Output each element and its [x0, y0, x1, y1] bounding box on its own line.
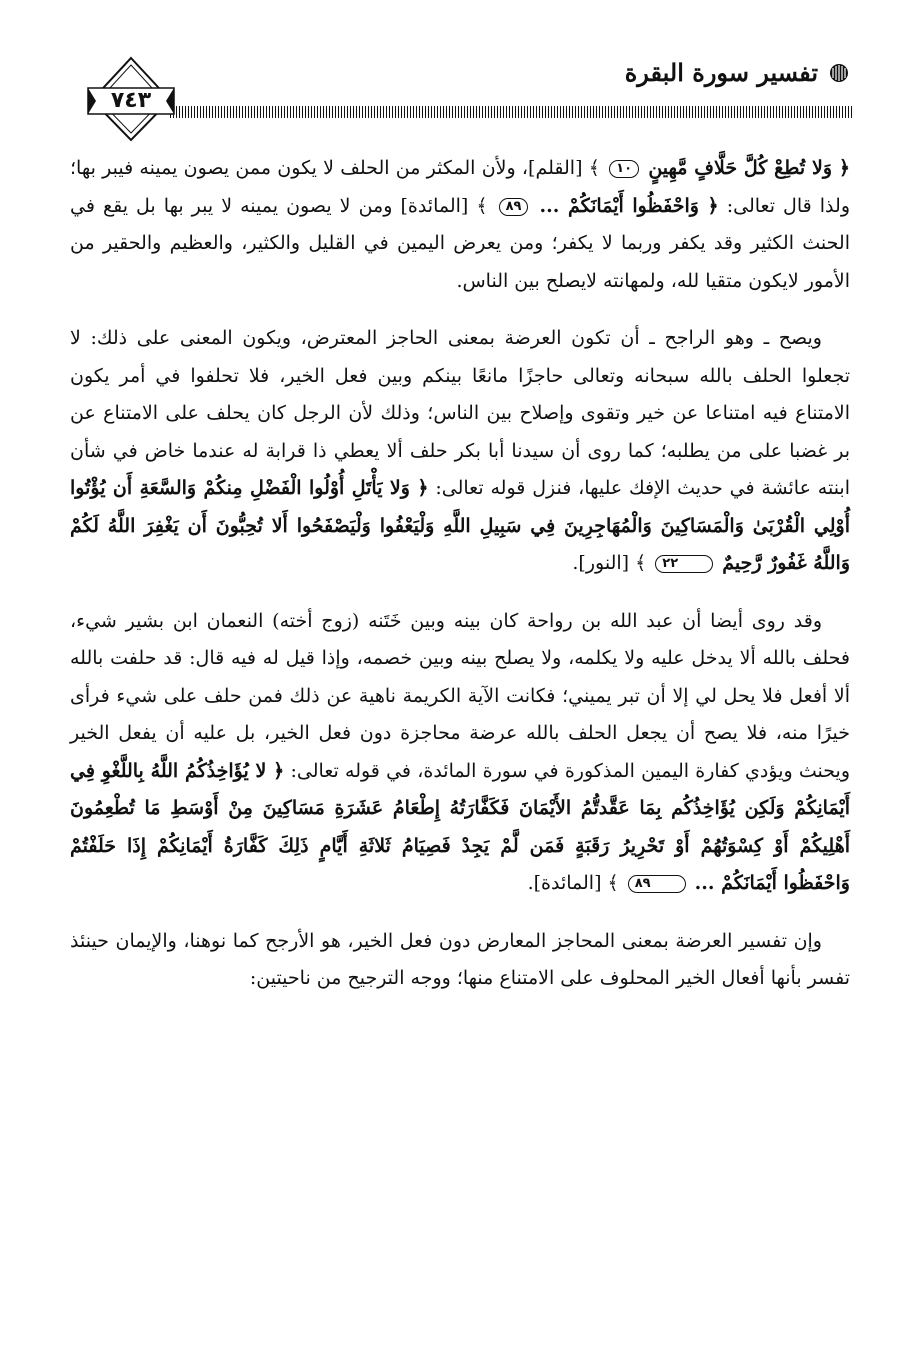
paragraph-text: ﴾ [القلم]، ولأن المكثر من الحلف لا يكون ممن يصون يمينه فيبر بها؛ ولذا قال تعالى: — [70, 157, 850, 217]
quran-verse: ﴿ وَلا تُطِعْ كُلَّ حَلَّافٍ مَّهِينٍ — [648, 157, 850, 179]
paragraph-text: ويصح ـ وهو الراجح ـ أن تكون العرضة بمعنى الحاجز المعترض، ويكون المعنى على ذلك: لا تجعلوا الحلف بالله سبحانه وتعالى حاجزًا مانعًا بينكم وبين فعل الخير، فلا تحلفوا في أمر يكون الامتناع فيه امتناعا عن خير وتقوى وإصلاح بين الناس؛ وذلك لأن الرجل كان يحلف على الامتناع عن بر غضبا على من يطلبه؛ كما روى أن سيدنا أبا بكر حلف ألا يعطي ذا قرابة له عندما خاض في شأن ابنته عائشة في حديث الإفك عليها، فنزل قوله تعالى: — [70, 327, 851, 499]
verse-number: ٨٩ — [628, 875, 686, 893]
paragraph-text: ﴾ [النور]. — [572, 552, 647, 574]
quran-verse: ﴿ وَلا يَأْتَلِ أُوْلُوا الْفَضْلِ مِنكُمْ وَالسَّعَةِ أَن يُؤْتُوا أُوْلِي الْقُرْبَىٰ وَالْمَسَاكِينَ وَالْمُهَاجِرِينَ فِي سَبِيلِ اللَّهِ وَلْيَعْفُوا وَلْيَصْفَحُوا أَلا تُحِبُّونَ أَن يَغْفِرَ اللَّهُ لَكُمْ وَاللَّهُ غَفُورٌ رَّحِيمٌ — [70, 477, 850, 574]
page-title: تفسير سورة البقرة — [624, 58, 818, 87]
paragraph-text: وقد روى أيضا أن عبد الله بن رواحة كان بينه وبين خَتَنه (زوج أخته) النعمان ابن بشير شيء، فحلف بالله ألا يدخل عليه ولا يكلمه، ولا يصلح بينه وبين خصمه، وإذا قيل له فيه قال: قد حلفت بالله ألا أفعل فلا يحل لي إلا أن تبر يميني؛ فكانت الآية الكريمة ناهية عن ذلك فمن حلف على شيء فرأى خيرًا منه، فلا يصح أن يجعل الحلف بالله عرضة محاجزة دون فعل الخير، بل عليه أن يفعل الخير ويحنث ويؤدي كفارة اليمين المذكورة في سورة المائدة، في قوله تعالى: — [70, 609, 850, 782]
paragraph-3 — [70, 603, 850, 903]
verse-number: ١٠ — [609, 160, 639, 178]
paragraph-text: وإن تفسير العرضة بمعنى المحاجز المعارض دون فعل الخير، هو الأرجح كما نوهنا، والإيمان حينئذ تفسر بأنها أفعال الخير المحلوف على الامتناع منها؛ ووجه الترجيح من ناحيتين: — [70, 929, 850, 989]
paragraph-2 — [70, 320, 850, 583]
verse-number: ٨٩ — [499, 198, 529, 216]
ornament-icon — [828, 62, 850, 84]
header-rule — [170, 106, 852, 118]
page-body — [70, 150, 850, 1018]
paragraph-text: ﴾ [المائدة]. — [527, 872, 619, 894]
quran-verse: ﴿ وَاحْفَظُوا أَيْمَانَكُمْ ... — [539, 194, 719, 217]
paragraph-1 — [70, 150, 850, 300]
running-title — [625, 58, 850, 87]
page-header — [0, 0, 920, 150]
page-number-badge — [86, 56, 176, 142]
paragraph-4 — [70, 923, 850, 998]
verse-number: ٢٢ — [655, 555, 713, 573]
quran-verse: ﴿ لا يُؤَاخِذُكُمُ اللَّهُ بِاللَّغْوِ فِي أَيْمَانِكُمْ وَلَكِن يُؤَاخِذُكُم بِمَا عَقَّدتُّمُ الأَيْمَانَ فَكَفَّارَتُهُ إِطْعَامُ عَشَرَةِ مَسَاكِينَ مِنْ أَوْسَطِ مَا تُطْعِمُونَ أَهْلِيكُمْ أَوْ كِسْوَتُهُمْ أَوْ تَحْرِيرُ رَقَبَةٍ فَمَن لَّمْ يَجِدْ فَصِيَامُ ثَلاثَةِ أَيَّامٍ ذَلِكَ كَفَّارَةُ أَيْمَانِكُمْ إِذَا حَلَفْتُمْ وَاحْفَظُوا أَيْمَانَكُمْ ... — [70, 759, 850, 894]
paragraph-text: ﴾ [المائدة] ومن لا يصون يمينه لا يبر بها بل يقع في الحنث الكثير وقد يكفر وربما لا يكفر؛ ومن يعرض اليمين في القليل والكثير، والعظيم والحقير من الأمور لايكون متقيا لله، ولمهانته لايصلح بين الناس. — [70, 194, 850, 292]
page-number: ٧٤٣ — [110, 88, 152, 113]
